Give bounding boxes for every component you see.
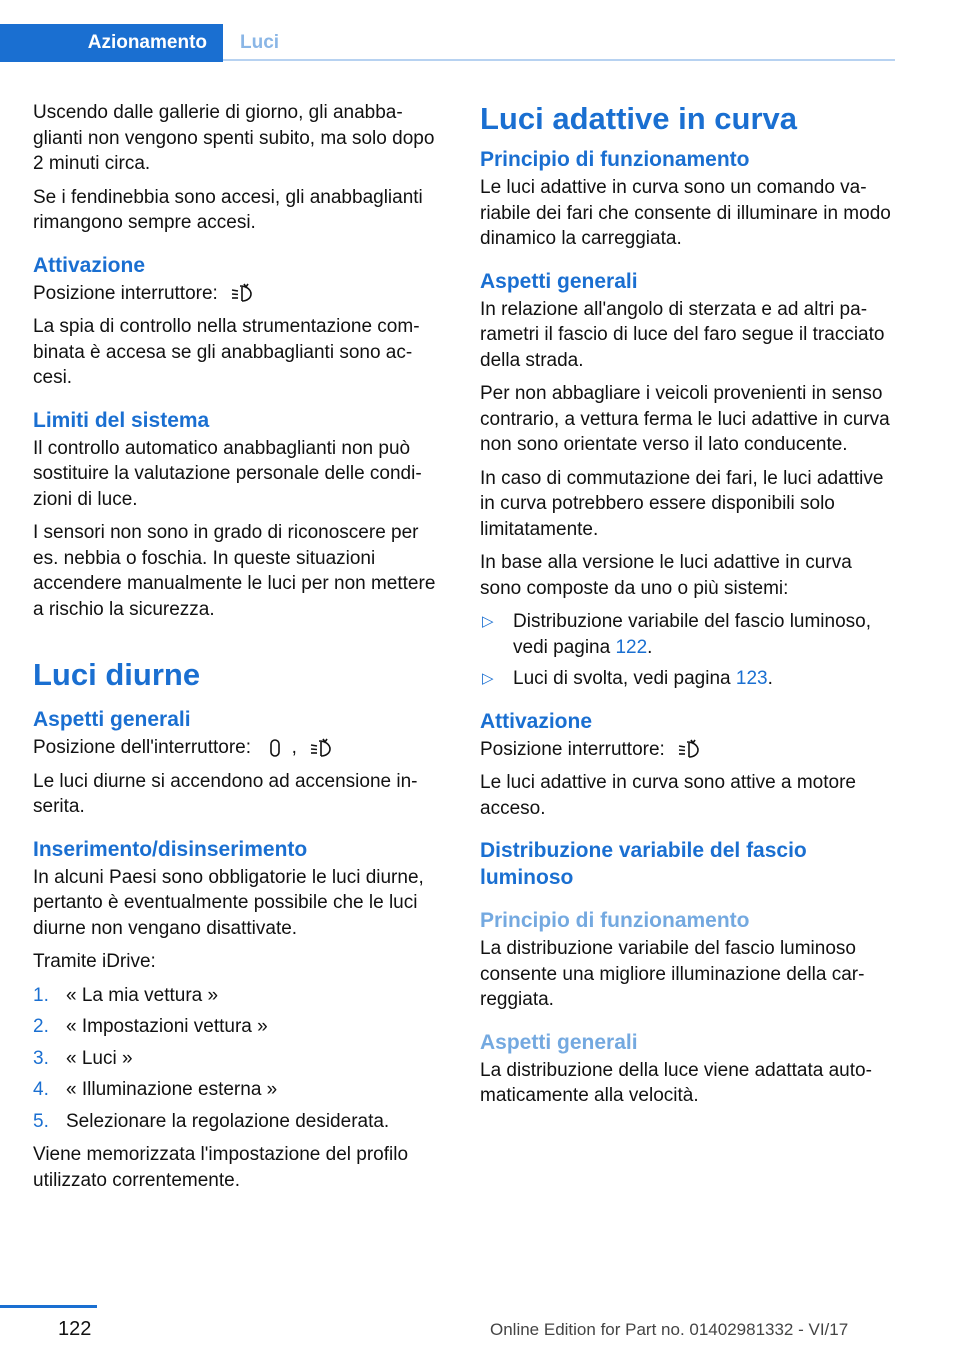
- list-item: 4. « Illuminazione esterna »: [33, 1079, 278, 1100]
- list-item: 2. « Impostazioni vettura »: [33, 1016, 268, 1037]
- switch-position-line: [480, 737, 895, 763]
- heading-attivazione: Attivazione: [33, 253, 146, 277]
- chapter-tab: Luci: [240, 32, 280, 53]
- list-item: 1. « La mia vettura »: [33, 984, 219, 1006]
- heading-principio: Principio di funzionamento: [480, 148, 750, 171]
- heading-aspetti: Aspetti generali: [480, 269, 638, 293]
- paragraph: Tramite iDrive:: [33, 951, 156, 972]
- heading-aspetti: Aspetti generali: [33, 708, 191, 731]
- heading-distribuzione: Distribuzione variabile del fascio luminoso: [480, 839, 807, 889]
- switch-position-label: Posizione interruttore:: [33, 282, 218, 304]
- paragraph: Per non abbagliare i veicoli provenienti in senso contrario, a vettura ferma le luci adattive in curva non sono orientate verso il lato conducente.: [480, 383, 890, 455]
- page-header: [0, 24, 895, 62]
- paragraph: I sensori non sono in grado di riconoscere per es. nebbia o foschia. In queste situazioni accendere manualmente le luci per non mettere a rischio la sicurezza.: [33, 522, 436, 620]
- header-divider: [223, 59, 895, 61]
- idrive-steps: [33, 983, 443, 1135]
- footer-divider: [0, 1305, 97, 1308]
- heading-luci-adattive: Luci adattive in curva: [480, 101, 797, 136]
- switch-position-label: Posizione dell'interruttore:: [33, 737, 252, 758]
- right-column: [480, 100, 895, 1117]
- paragraph: In base alla versione le luci adattive in curva sono composte da uno o più sistemi:: [480, 552, 852, 599]
- heading-attivazione: Attivazione: [480, 709, 593, 733]
- heading-limiti: Limiti del sistema: [33, 408, 210, 432]
- switch-off-icon: [264, 738, 286, 758]
- heading-luci-diurne: Luci diurne: [33, 657, 201, 692]
- paragraph: In caso di commutazione dei fari, le luci adattive in curva potrebbero essere disponibili solo limitatamente.: [480, 467, 884, 540]
- paragraph: In alcuni Paesi sono obbligatorie le luci diurne, pertanto è eventualmente possibile che le luci diurne non vengano disattivate.: [33, 866, 424, 939]
- bullet-marker: ▷: [482, 670, 494, 687]
- heading-inserimento: Inserimento/disinserimento: [33, 837, 308, 861]
- auto-headlight-icon: [678, 739, 700, 759]
- paragraph: Viene memorizzata l'impostazione del profilo utilizzato correntemente.: [33, 1144, 409, 1191]
- paragraph: Le luci diurne si accendono ad accensione inserita.: [33, 770, 418, 817]
- paragraph: Il controllo automatico anabbaglianti non può sostituire la valutazione personale delle condizioni di luce.: [33, 437, 422, 510]
- section-tab: Azionamento: [0, 24, 223, 62]
- paragraph: La distribuzione della luce viene adattata automaticamente alla velocità.: [480, 1059, 872, 1106]
- list-item: ▷ Distribuzione variabile del fascio luminoso, vedi pagina 122.: [482, 611, 872, 658]
- comma: ,: [291, 737, 297, 758]
- switch-position-line: [33, 735, 443, 761]
- bullet-marker: ▷: [482, 613, 494, 630]
- page-number: 122: [58, 1318, 92, 1340]
- left-column: [33, 100, 443, 1201]
- list-item: 3. « Luci »: [33, 1047, 133, 1069]
- page-link[interactable]: 123: [735, 668, 768, 689]
- heading-principio-2: Principio di funzionamento: [480, 909, 750, 932]
- auto-headlight-icon: [310, 738, 332, 758]
- list-item: ▷ Luci di svolta, vedi pagina 123.: [480, 666, 895, 692]
- paragraph: In relazione all'angolo di sterzata e ad altri parametri il fascio di luce del faro segue il tracciato della strada.: [480, 298, 885, 371]
- list-item: 5. Selezionare la regolazione desiderata.: [33, 1110, 390, 1132]
- paragraph: Uscendo dalle gallerie di giorno, gli anabbaglianti non vengono spenti subito, ma solo dopo 2 minuti circa.: [33, 102, 435, 174]
- paragraph: Se i fendinebbia sono accesi, gli anabbaglianti rimangono sempre accesi.: [33, 186, 423, 233]
- systems-list: [480, 609, 895, 692]
- heading-aspetti-2: Aspetti generali: [480, 1030, 638, 1054]
- switch-position-label: Posizione interruttore:: [480, 738, 665, 760]
- edition-text: Online Edition for Part no. 01402981332 - VI/17: [490, 1320, 849, 1339]
- paragraph: Le luci adattive in curva sono un comando variabile dei fari che consente di illuminare in modo dinamico la carreggiata.: [480, 177, 891, 249]
- paragraph: Le luci adattive in curva sono attive a motore acceso.: [480, 772, 856, 819]
- switch-position-line: [33, 281, 443, 307]
- paragraph: La distribuzione variabile del fascio luminoso consente una migliore illuminazione della carreggiata.: [480, 938, 865, 1010]
- auto-headlight-icon: [231, 283, 253, 303]
- paragraph: La spia di controllo nella strumentazione combinata è accesa se gli anabbaglianti sono accesi.: [33, 316, 420, 388]
- page-link[interactable]: 122: [615, 636, 648, 658]
